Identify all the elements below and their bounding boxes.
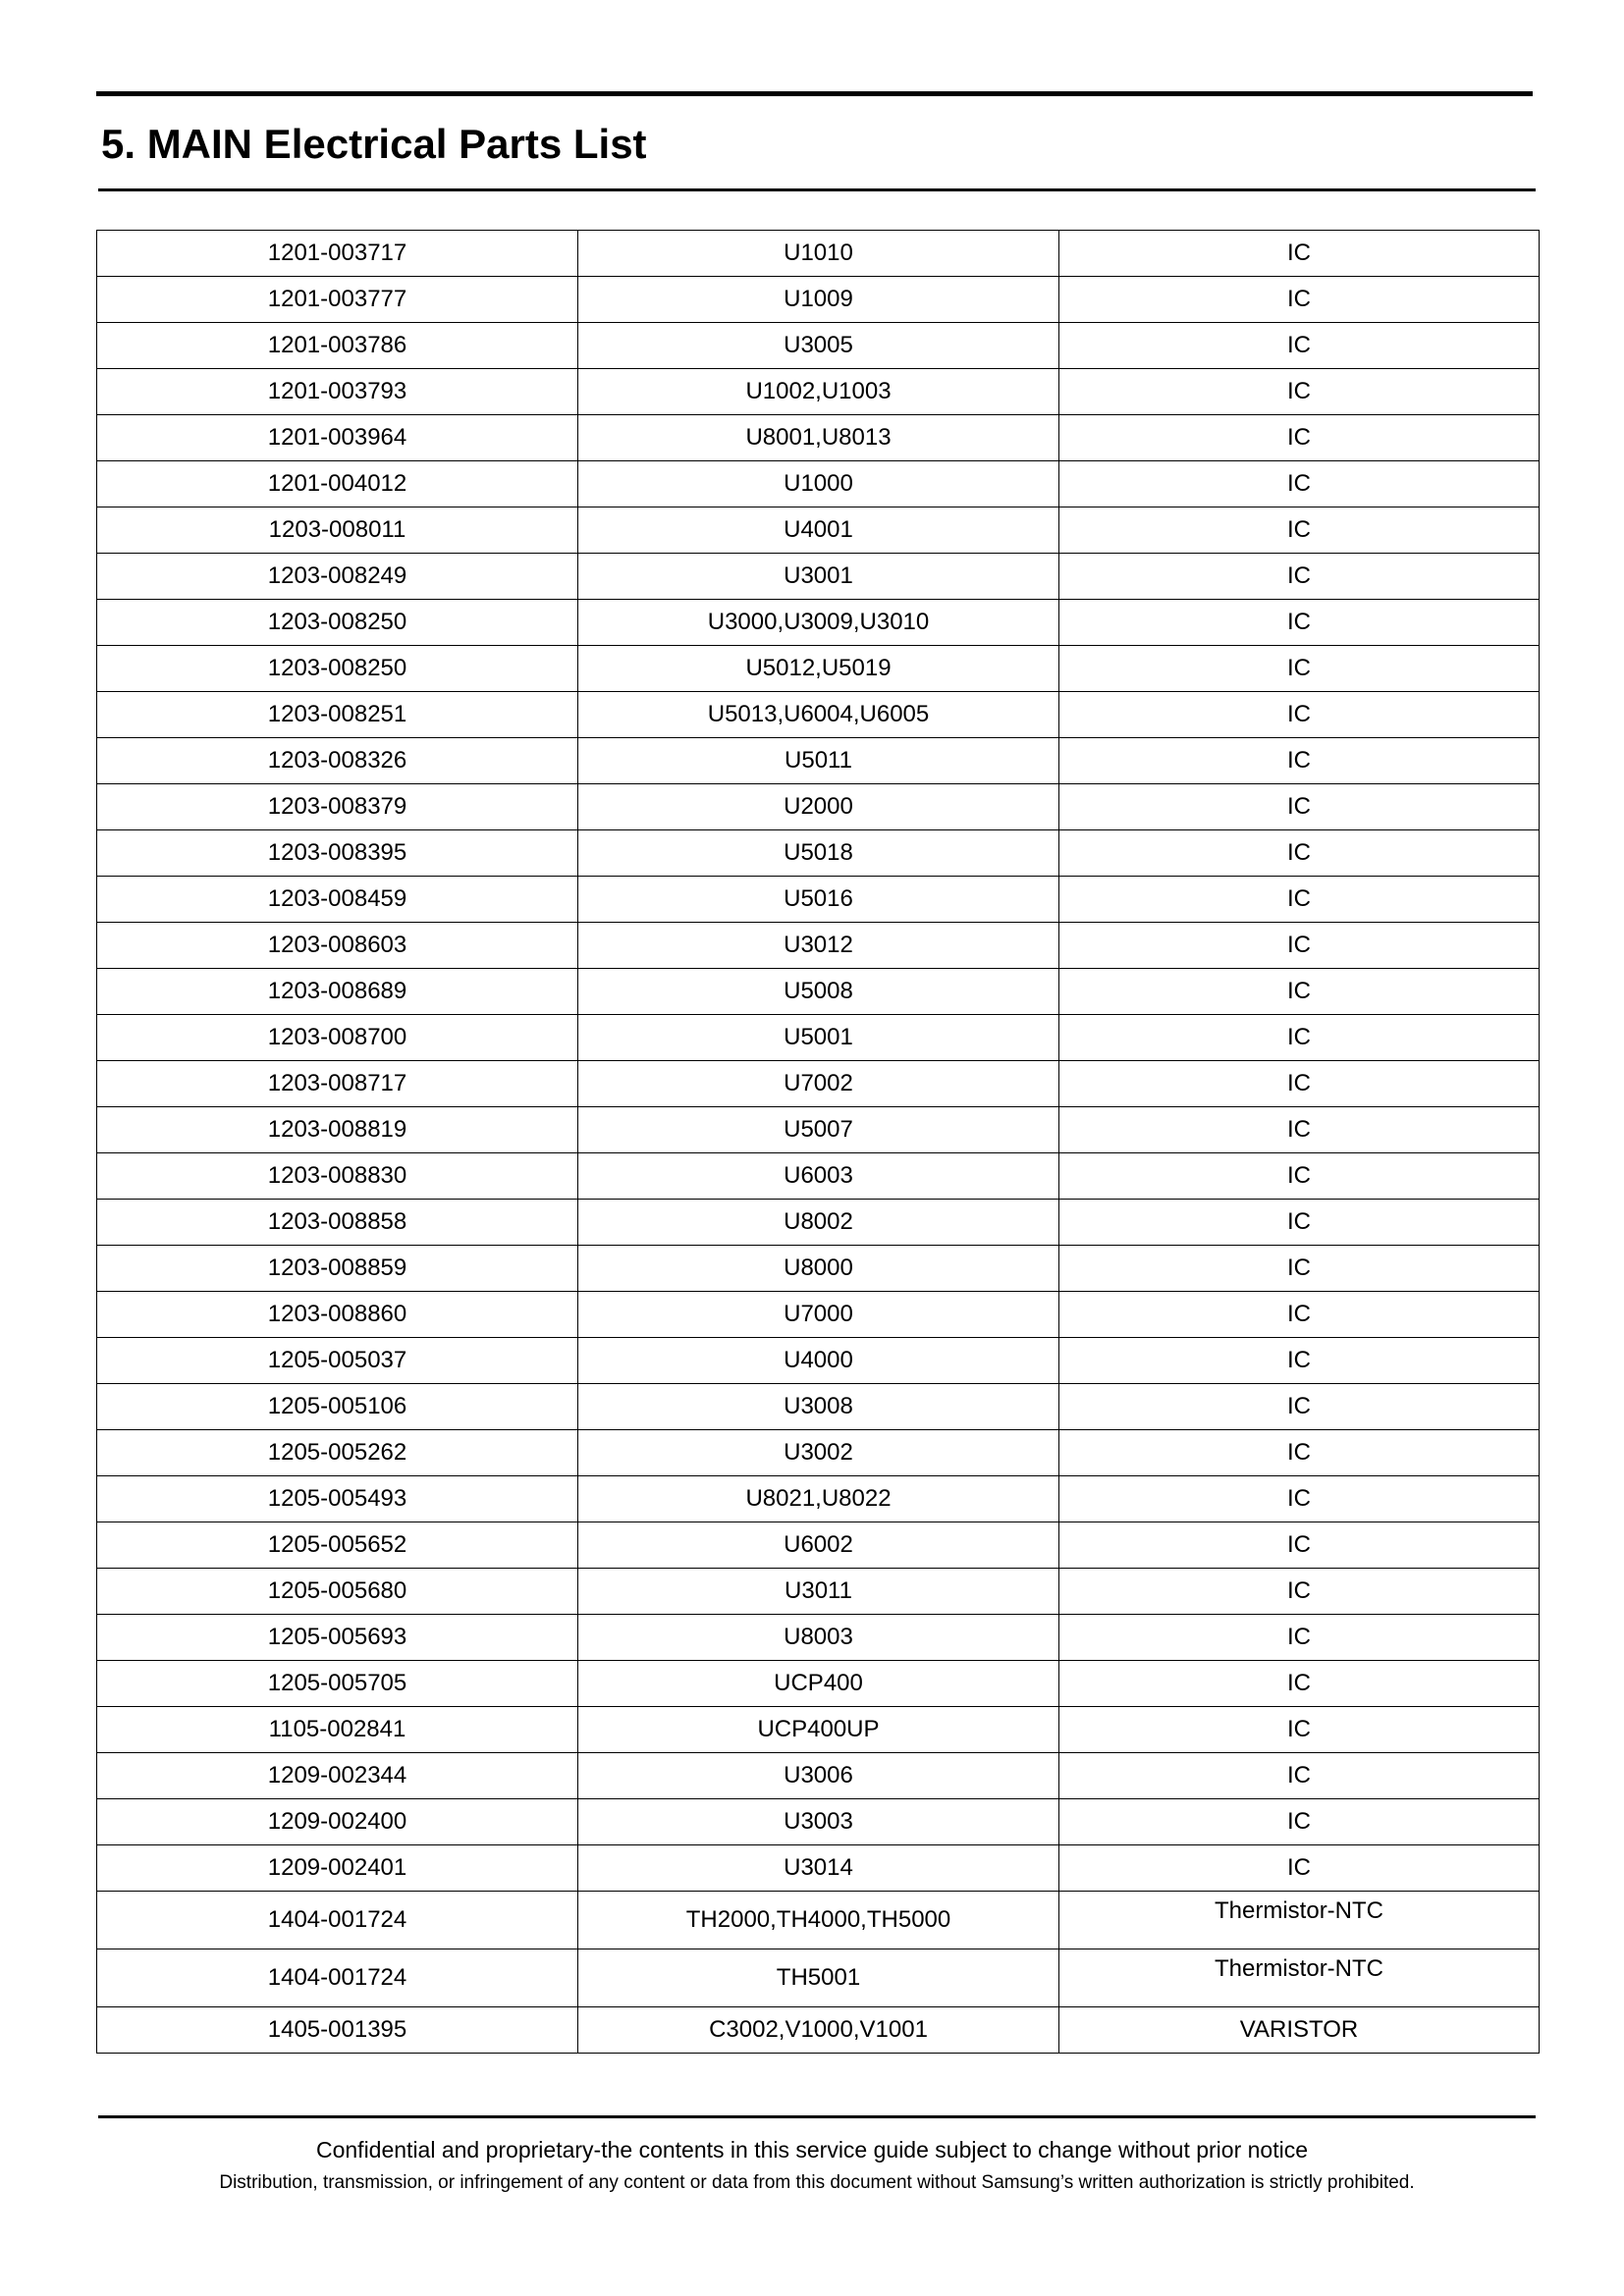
description-cell: IC (1059, 1384, 1540, 1430)
location-cell: U5018 (578, 830, 1059, 877)
location-cell: U1000 (578, 461, 1059, 507)
location-cell: U1010 (578, 231, 1059, 277)
description-cell: IC (1059, 1615, 1540, 1661)
location-cell: U5012,U5019 (578, 646, 1059, 692)
location-cell: U8021,U8022 (578, 1476, 1059, 1522)
part-code-cell: 1201-003964 (97, 415, 578, 461)
table-row (97, 323, 1540, 369)
part-code-cell: 1205-005106 (97, 1384, 578, 1430)
location-cell: U5008 (578, 969, 1059, 1015)
location-cell: UCP400 (578, 1661, 1059, 1707)
table-row (97, 1153, 1540, 1200)
description-cell: IC (1059, 231, 1540, 277)
part-code-cell: 1201-003777 (97, 277, 578, 323)
location-cell: U6002 (578, 1522, 1059, 1569)
description-cell: IC (1059, 1107, 1540, 1153)
location-cell: U2000 (578, 784, 1059, 830)
description-cell: IC (1059, 1476, 1540, 1522)
part-code-cell: 1203-008379 (97, 784, 578, 830)
table-row (97, 1661, 1540, 1707)
description-cell: IC (1059, 646, 1540, 692)
footer-notice: Confidential and proprietary-the contents in this service guide subject to change without prior notice (315, 2137, 1309, 2163)
part-code-cell: 1203-008459 (97, 877, 578, 923)
description-cell: IC (1059, 1753, 1540, 1799)
location-cell: TH5001 (578, 1949, 1059, 2007)
location-cell: U1009 (578, 277, 1059, 323)
location-cell: U8001,U8013 (578, 415, 1059, 461)
table-row (97, 1292, 1540, 1338)
location-cell: TH2000,TH4000,TH5000 (578, 1892, 1059, 1949)
table-row (97, 1384, 1540, 1430)
part-code-cell: 1205-005705 (97, 1661, 578, 1707)
part-code-cell: 1203-008819 (97, 1107, 578, 1153)
description-cell: IC (1059, 369, 1540, 415)
table-row (97, 1753, 1540, 1799)
table-row (97, 646, 1540, 692)
table-row (97, 507, 1540, 554)
location-cell: U5013,U6004,U6005 (578, 692, 1059, 738)
part-code-cell: 1209-002401 (97, 1845, 578, 1892)
table-row (97, 1061, 1540, 1107)
part-code-cell: 1205-005693 (97, 1615, 578, 1661)
table-row (97, 1522, 1540, 1569)
location-cell: U4000 (578, 1338, 1059, 1384)
part-code-cell: 1201-004012 (97, 461, 578, 507)
table-row (97, 1338, 1540, 1384)
table-row (97, 1707, 1540, 1753)
description-cell: IC (1059, 1522, 1540, 1569)
table-row (97, 369, 1540, 415)
part-code-cell: 1205-005262 (97, 1430, 578, 1476)
table-row (97, 738, 1540, 784)
part-code-cell: 1203-008860 (97, 1292, 578, 1338)
location-cell: U5016 (578, 877, 1059, 923)
table-row (97, 1015, 1540, 1061)
table-row (97, 1845, 1540, 1892)
footer-rule (98, 2115, 1536, 2118)
table-row (97, 277, 1540, 323)
location-cell: U3011 (578, 1569, 1059, 1615)
part-code-cell: 1201-003793 (97, 369, 578, 415)
part-code-cell: 1404-001724 (97, 1949, 578, 2007)
description-cell: IC (1059, 692, 1540, 738)
part-code-cell: 1205-005493 (97, 1476, 578, 1522)
part-code-cell: 1404-001724 (97, 1892, 578, 1949)
part-code-cell: 1209-002344 (97, 1753, 578, 1799)
description-cell: IC (1059, 738, 1540, 784)
description-cell: Thermistor-NTC (1059, 1892, 1540, 1949)
table-row (97, 1569, 1540, 1615)
part-code-cell: 1203-008830 (97, 1153, 578, 1200)
table-row (97, 1615, 1540, 1661)
part-code-cell: 1203-008250 (97, 646, 578, 692)
part-code-cell: 1405-001395 (97, 2007, 578, 2054)
footer-legal: Distribution, transmission, or infringement of any content or data from this document without Samsung’s written authorization is strictly prohibited. (219, 2172, 1415, 2193)
table-row (97, 1200, 1540, 1246)
location-cell: U3002 (578, 1430, 1059, 1476)
description-cell: IC (1059, 277, 1540, 323)
description-cell: IC (1059, 1015, 1540, 1061)
table-row (97, 1246, 1540, 1292)
description-cell: IC (1059, 1661, 1540, 1707)
location-cell: UCP400UP (578, 1707, 1059, 1753)
description-cell: IC (1059, 1430, 1540, 1476)
description-cell: IC (1059, 1153, 1540, 1200)
description-cell: VARISTOR (1059, 2007, 1540, 2054)
table-row (97, 600, 1540, 646)
location-cell: U4001 (578, 507, 1059, 554)
table-row (97, 923, 1540, 969)
table-row (97, 784, 1540, 830)
part-code-cell: 1203-008858 (97, 1200, 578, 1246)
location-cell: C3002,V1000,V1001 (578, 2007, 1059, 2054)
location-cell: U3001 (578, 554, 1059, 600)
part-code-cell: 1209-002400 (97, 1799, 578, 1845)
description-cell: IC (1059, 1061, 1540, 1107)
table-row (97, 2007, 1540, 2054)
table-row (97, 415, 1540, 461)
description-cell: IC (1059, 1246, 1540, 1292)
table-row (97, 692, 1540, 738)
table-row (97, 1430, 1540, 1476)
location-cell: U5007 (578, 1107, 1059, 1153)
location-cell: U3005 (578, 323, 1059, 369)
table-row (97, 830, 1540, 877)
location-cell: U8003 (578, 1615, 1059, 1661)
location-cell: U7002 (578, 1061, 1059, 1107)
part-code-cell: 1203-008859 (97, 1246, 578, 1292)
location-cell: U1002,U1003 (578, 369, 1059, 415)
description-cell: IC (1059, 1200, 1540, 1246)
table-row (97, 554, 1540, 600)
table-row (97, 1949, 1540, 2007)
location-cell: U3008 (578, 1384, 1059, 1430)
description-cell: IC (1059, 1569, 1540, 1615)
table-row (97, 877, 1540, 923)
description-cell: IC (1059, 969, 1540, 1015)
location-cell: U3012 (578, 923, 1059, 969)
table-row (97, 461, 1540, 507)
location-cell: U8002 (578, 1200, 1059, 1246)
description-cell: IC (1059, 1845, 1540, 1892)
part-code-cell: 1105-002841 (97, 1707, 578, 1753)
description-cell: IC (1059, 600, 1540, 646)
description-cell: IC (1059, 877, 1540, 923)
description-cell: IC (1059, 554, 1540, 600)
part-code-cell: 1203-008717 (97, 1061, 578, 1107)
top-rule (96, 91, 1533, 96)
table-row (97, 1476, 1540, 1522)
part-code-cell: 1203-008251 (97, 692, 578, 738)
location-cell: U5011 (578, 738, 1059, 784)
part-code-cell: 1203-008689 (97, 969, 578, 1015)
location-cell: U3006 (578, 1753, 1059, 1799)
location-cell: U3014 (578, 1845, 1059, 1892)
location-cell: U3003 (578, 1799, 1059, 1845)
description-cell: IC (1059, 1799, 1540, 1845)
part-code-cell: 1203-008326 (97, 738, 578, 784)
location-cell: U8000 (578, 1246, 1059, 1292)
location-cell: U7000 (578, 1292, 1059, 1338)
description-cell: IC (1059, 1707, 1540, 1753)
part-code-cell: 1203-008250 (97, 600, 578, 646)
description-cell: IC (1059, 1292, 1540, 1338)
part-code-cell: 1203-008011 (97, 507, 578, 554)
part-code-cell: 1205-005652 (97, 1522, 578, 1569)
location-cell: U3000,U3009,U3010 (578, 600, 1059, 646)
part-code-cell: 1203-008395 (97, 830, 578, 877)
table-row (97, 969, 1540, 1015)
parts-table-body (97, 231, 1540, 2054)
location-cell: U5001 (578, 1015, 1059, 1061)
table-row (97, 1892, 1540, 1949)
description-cell: IC (1059, 784, 1540, 830)
description-cell: IC (1059, 830, 1540, 877)
description-cell: IC (1059, 923, 1540, 969)
part-code-cell: 1203-008700 (97, 1015, 578, 1061)
description-cell: IC (1059, 1338, 1540, 1384)
page-title: 5. MAIN Electrical Parts List (101, 121, 647, 167)
title-rule (98, 188, 1536, 191)
table-row (97, 231, 1540, 277)
part-code-cell: 1203-008249 (97, 554, 578, 600)
part-code-cell: 1201-003717 (97, 231, 578, 277)
part-code-cell: 1205-005037 (97, 1338, 578, 1384)
description-cell: IC (1059, 415, 1540, 461)
part-code-cell: 1203-008603 (97, 923, 578, 969)
location-cell: U6003 (578, 1153, 1059, 1200)
description-cell: IC (1059, 461, 1540, 507)
description-cell: IC (1059, 323, 1540, 369)
part-code-cell: 1201-003786 (97, 323, 578, 369)
parts-table (96, 230, 1540, 2054)
table-row (97, 1107, 1540, 1153)
description-cell: IC (1059, 507, 1540, 554)
description-cell: Thermistor-NTC (1059, 1949, 1540, 2007)
table-row (97, 1799, 1540, 1845)
part-code-cell: 1205-005680 (97, 1569, 578, 1615)
